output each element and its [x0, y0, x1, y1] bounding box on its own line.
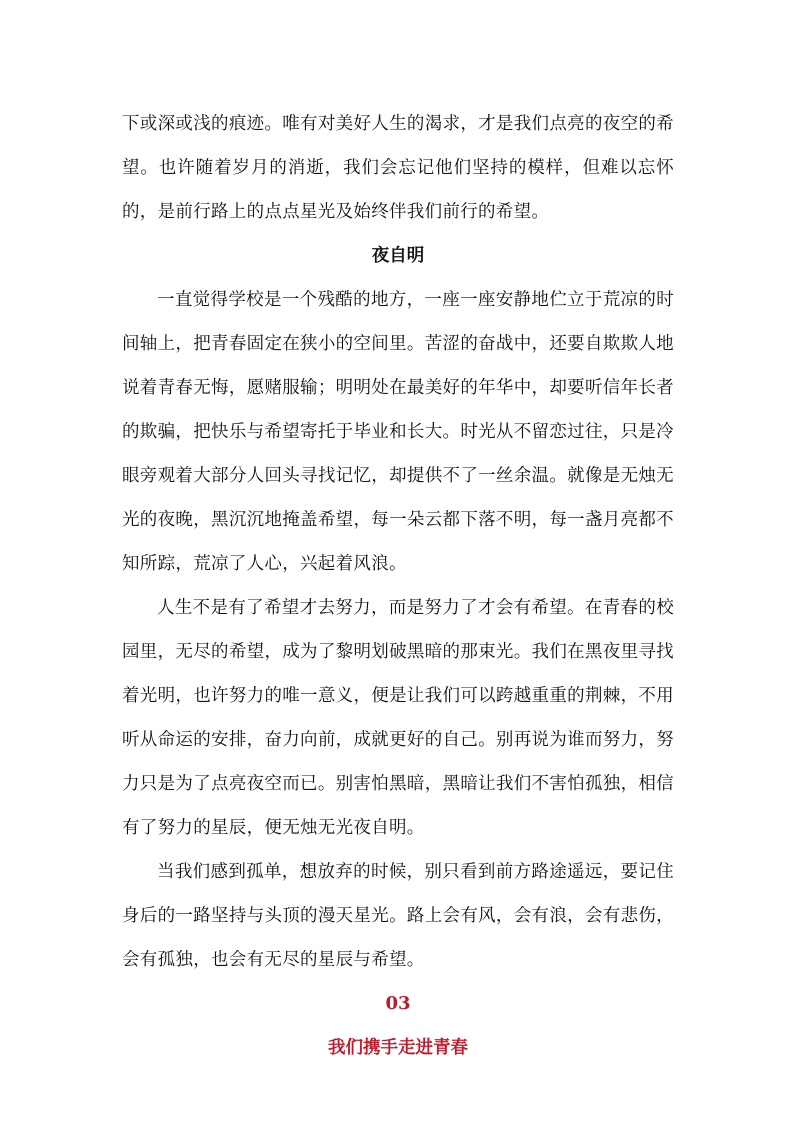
- essay-title: 夜自明: [371, 246, 425, 266]
- document-body: [122, 102, 674, 1070]
- section-number: 03: [385, 993, 411, 1014]
- essay-paragraph-2: 人生不是有了希望才去努力，而是努力了才会有希望。在青春的校园里，无尽的希望，成为了黎明划破黑暗的那束光。我们在黑夜里寻找着光明，也许努力的唯一意义，便是让我们可以跨越重重的荆棘，不用听从命运的安排，奋力向前，成就更好的自己。别再说为谁而努力，努力只是为了点亮夜空而已。别害怕黑暗，黑暗让我们不害怕孤独，相信有了努力的星辰，便无烛无光夜自明。: [122, 598, 674, 838]
- essay-paragraph-1: 一直觉得学校是一个残酷的地方，一座一座安静地伫立于荒凉的时间轴上，把青春固定在狭小的空间里。苦涩的奋战中，还要自欺欺人地说着青春无悔，愿赌服输；明明处在最美好的年华中，却要听信年长者的欺骗，把快乐与希望寄托于毕业和长大。时光从不留恋过往，只是冷眼旁观着大部分人回头寻找记忆，却提供不了一丝余温。就像是无烛无光的夜晚，黑沉沉地掩盖希望，每一朵云都下落不明，每一盏月亮都不知所踪，荒凉了人心，兴起着风浪。: [122, 290, 674, 574]
- continued-paragraph: 下或深或浅的痕迹。唯有对美好人生的渴求，才是我们点亮的夜空的希望。也许随着岁月的消逝，我们会忘记他们坚持的模样，但难以忘怀的，是前行路上的点点星光及始终伴我们前行的希望。: [122, 114, 674, 222]
- essay-paragraph-3: 当我们感到孤单，想放弃的时候，别只看到前方路途遥远，要记住身后的一路坚持与头顶的漫天星光。路上会有风，会有浪，会有悲伤，会有孤独，也会有无尽的星辰与希望。: [122, 862, 674, 970]
- section-title: 我们携手走进青春: [328, 1038, 468, 1058]
